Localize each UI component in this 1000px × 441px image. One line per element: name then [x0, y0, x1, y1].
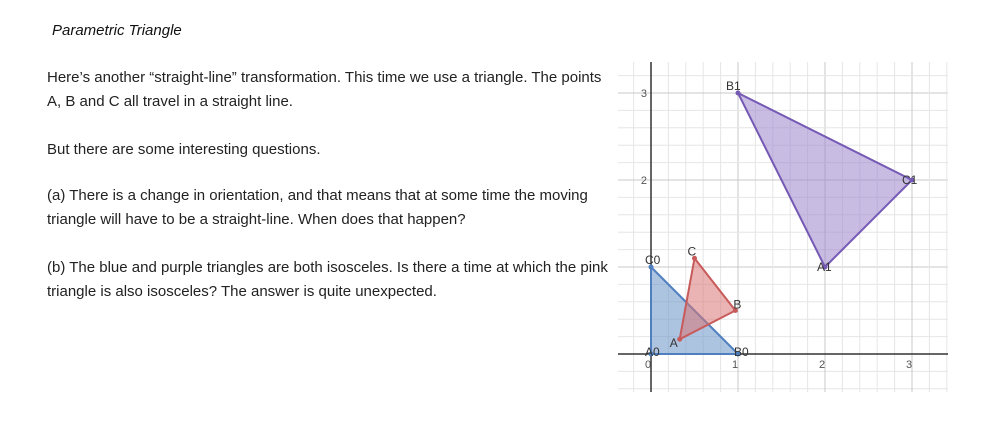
y-tick-label: 3: [640, 88, 647, 100]
label-B: B: [733, 297, 742, 312]
triangles: [649, 91, 915, 357]
label-C: C: [687, 244, 697, 259]
x-tick-label: 3: [905, 359, 913, 371]
x-tick-label: 0: [644, 359, 652, 371]
vertex-A: [677, 337, 682, 342]
label-A0: A0: [645, 345, 660, 359]
label-C0: C0: [645, 253, 661, 267]
label-A: A: [669, 336, 678, 351]
paragraph-question-b: (b) The blue and purple triangles are both isosceles. Is there a time at which the pink triangle is also isosceles? The answer is quite unexpected.: [47, 259, 608, 300]
x-tick-label: 1: [731, 359, 739, 371]
page-title: Parametric Triangle: [52, 22, 182, 39]
label-B0: B0: [734, 345, 749, 359]
label-C1: C1: [902, 173, 918, 187]
paragraph-questions: But there are some interesting questions.: [47, 141, 321, 158]
label-B1: B1: [726, 79, 741, 93]
triangle-graph[interactable]: [618, 62, 948, 392]
paragraph-question-a: (a) There is a change in orientation, and that means that at some time the moving triangle will have to be a straight-line. When does that happen?: [47, 187, 588, 228]
paragraph-intro: Here’s another “straight-line” transformation. This time we use a triangle. The points A, B and C all travel in a straight line.: [47, 69, 602, 110]
x-tick-label: 2: [818, 359, 826, 371]
y-tick-label: 2: [640, 175, 647, 187]
label-A1: A1: [817, 260, 832, 274]
